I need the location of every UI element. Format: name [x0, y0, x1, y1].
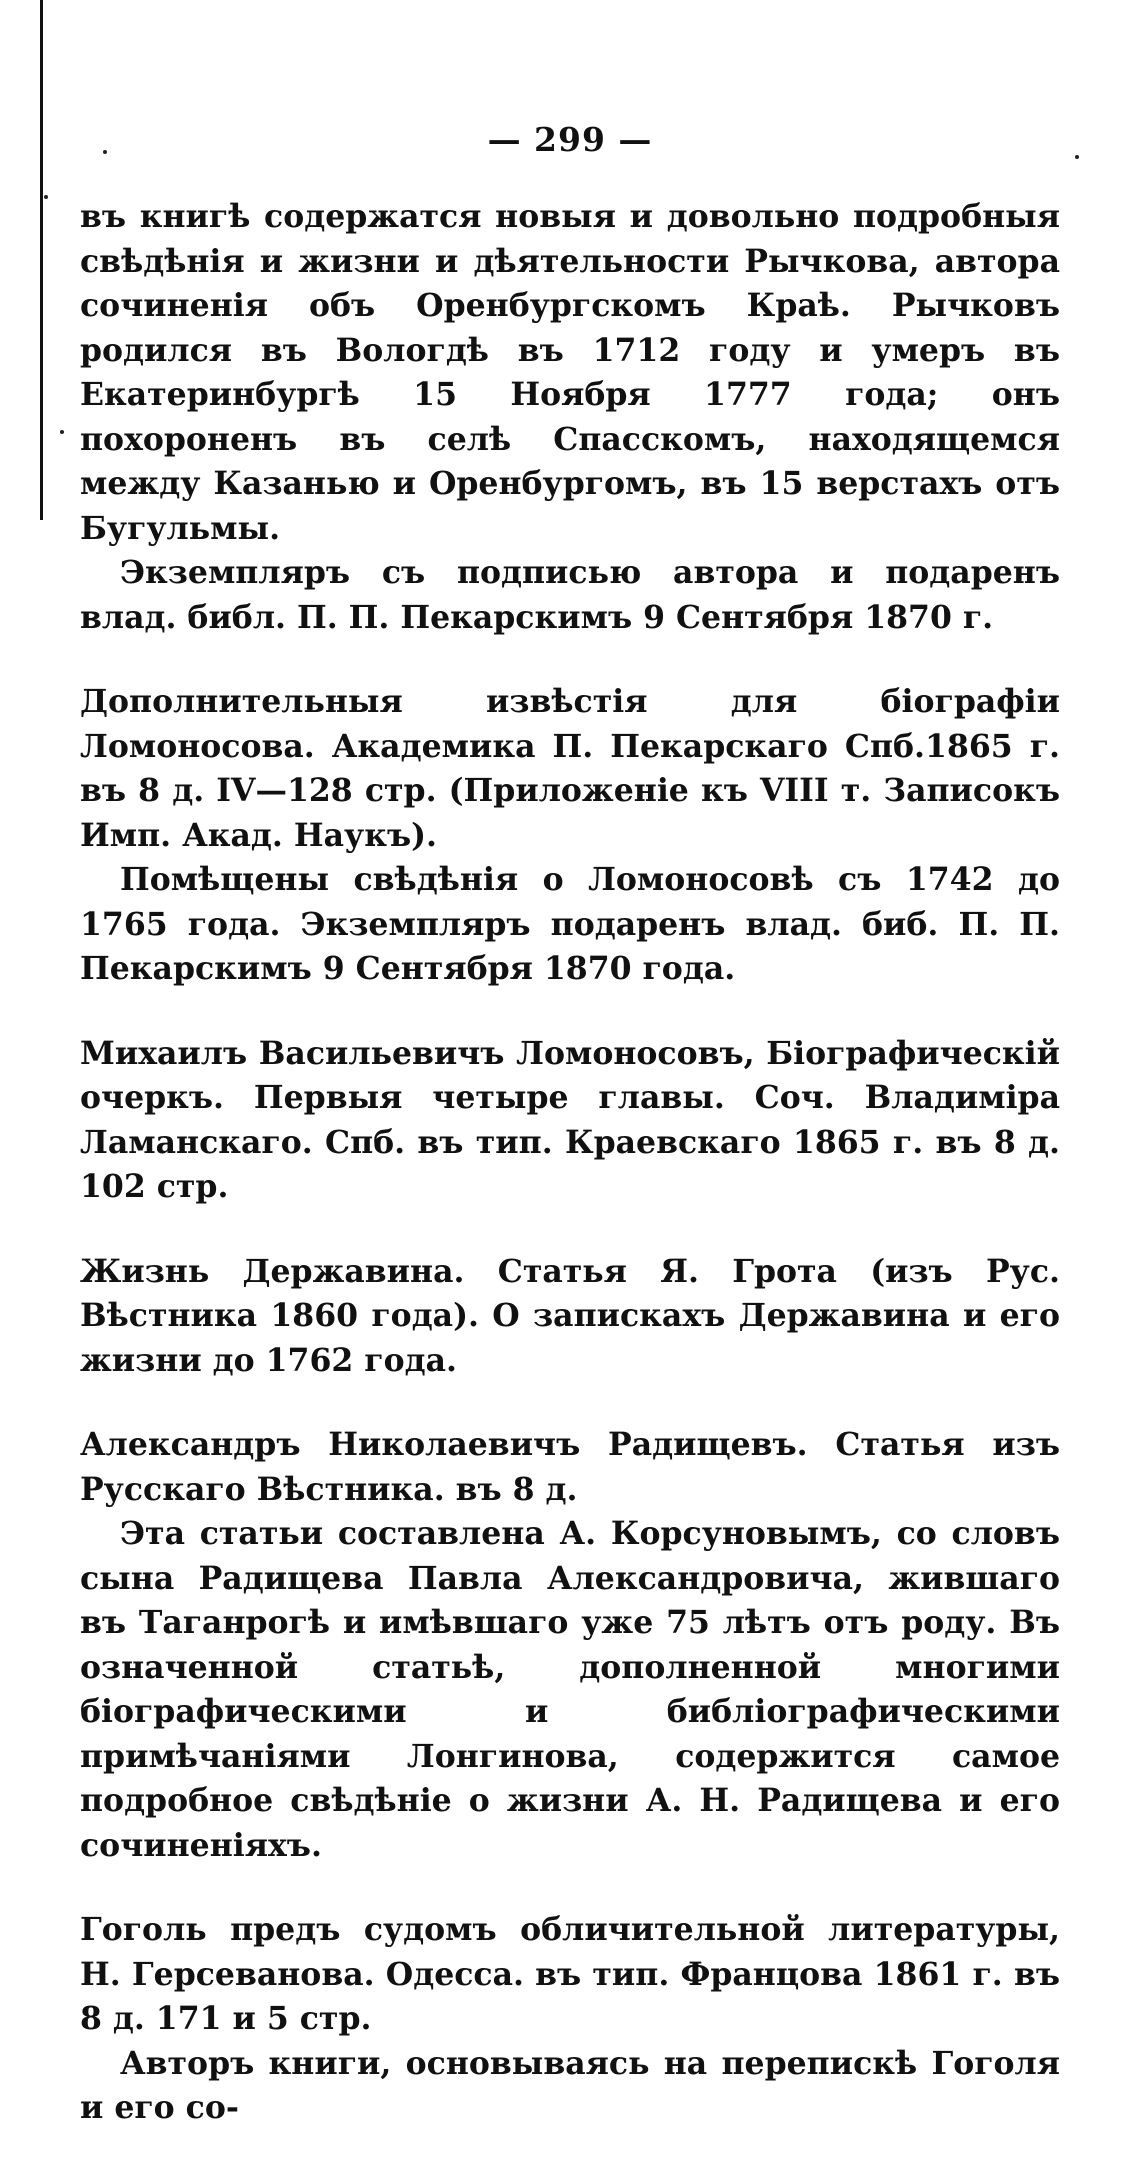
entry-lomonosov-additions [80, 680, 1060, 992]
entry-paragraph: Помѣщены свѣдѣнія о Ломоносовѣ съ 1742 до 1765 года. Экземпляръ подаренъ влад. биб. П. П. Пекарскимъ 9 Сентября 1870 года. [80, 861, 1060, 987]
entry-gogol [80, 1908, 1060, 2131]
book-page [80, 120, 1060, 2171]
print-speck [60, 430, 64, 434]
page-number: — 299 — [487, 120, 653, 159]
entry-paragraph: Михаилъ Васильевичъ Ломоносовъ, Біографическій очеркъ. Первыя четыре главы. Соч. Владиміра Ламанскаго. Спб. въ тип. Краевскаго 1865 г. въ 8 д. 102 стр. [80, 1034, 1060, 1205]
entry-paragraph: Гоголь предъ судомъ обличительной литературы, Н. Герсеванова. Одесса. въ тип. Францова 1861 г. въ 8 д. 171 и 5 стр. [80, 1911, 1060, 2037]
print-speck [1075, 155, 1079, 159]
entry-rychkov [80, 195, 1060, 640]
entry-paragraph: Экземпляръ съ подписью автора и подаренъ влад. библ. П. П. Пекарскимъ 9 Сентября 1870 г. [80, 554, 1060, 636]
print-speck [44, 195, 48, 199]
entry-paragraph: Дополнительныя извѣстія для біографіи Ломоносова. Академика П. Пекарскаго Спб.1865 г. въ 8 д. IV—128 стр. (Приложеніе къ VIII т. Записокъ Имп. Акад. Наукъ). [80, 683, 1060, 854]
entry-paragraph: Эта статьи составлена А. Корсуновымъ, со словъ сына Радищева Павла Александровича, жившаго въ Таганрогѣ и имѣвшаго уже 75 лѣтъ отъ роду. Въ означенной статьѣ, дополненной многими біографическими и библіографическими примѣчаніями Лонгинова, содержится самое подробное свѣдѣніе о жизни А. Н. Радищева и его сочиненіяхъ. [80, 1515, 1060, 1864]
page-binding-edge [40, 0, 43, 520]
entry-paragraph: Жизнь Державина. Статья Я. Грота (изъ Рус. Вѣстника 1860 года). О запискахъ Державина и его жизни до 1762 года. [80, 1252, 1060, 1379]
entry-derzhavin [80, 1250, 1060, 1384]
entry-lomonosov-biography [80, 1032, 1060, 1210]
entry-paragraph: Александръ Николаевичъ Радищевъ. Статья изъ Русскаго Вѣстника. въ 8 д. [80, 1426, 1060, 1508]
entry-radishchev [80, 1423, 1060, 1868]
entry-paragraph: въ книгѣ содержатся новыя и довольно подробныя свѣдѣнія и жизни и дѣятельности Рычкова, автора сочиненія объ Оренбургскомъ Краѣ. Рычковъ родился въ Вологдѣ въ 1712 году и умеръ въ Екатеринбургѣ 15 Ноября 1777 года; онъ похороненъ въ селѣ Спасскомъ, находящемся между Казанью и Оренбургомъ, въ 15 верстахъ отъ Бугульмы. [80, 198, 1060, 547]
entry-paragraph: Авторъ книги, основываясь на перепискѣ Гоголя и его со- [80, 2044, 1060, 2126]
